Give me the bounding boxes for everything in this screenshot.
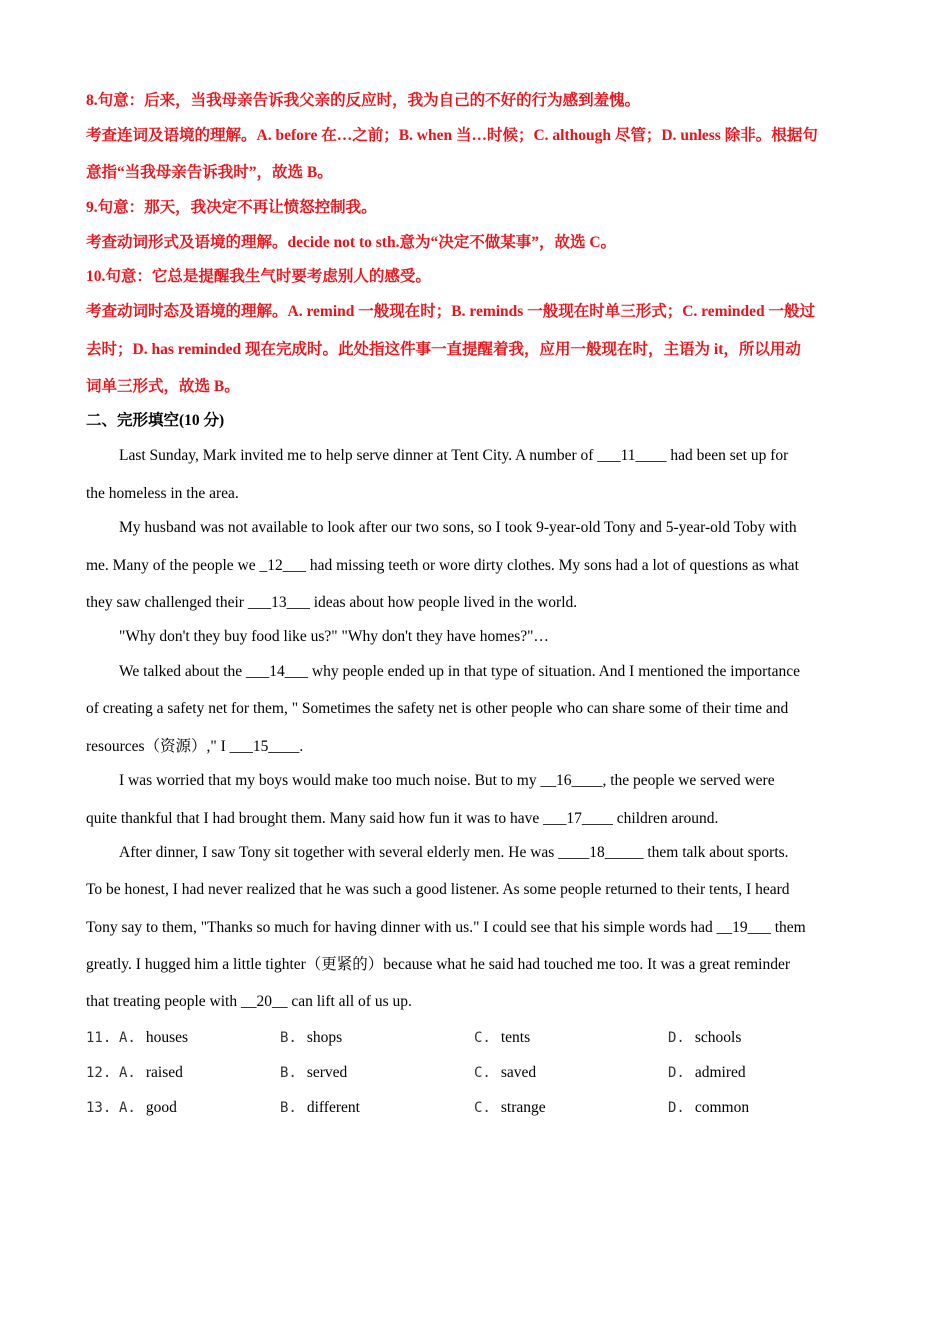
passage-line: they saw challenged their ___13___ ideas about how people lived in the world. [86,594,578,611]
option-c[interactable]: C. tents [474,1029,531,1046]
option-d[interactable]: D. common [668,1099,750,1116]
explanation-line: 考查动词时态及语境的理解。A. remind 一般现在时；B. reminds 一般现在时单三形式；C. reminded 一般过 [86,303,815,320]
explanation-line: 9.句意：那天，我决定不再让愤怒控制我。 [86,199,377,216]
passage-line: Tony say to them, "Thanks so much for having dinner with us." I could see that his simple words had __19___ them [86,919,806,936]
question-number: 13. [86,1100,112,1116]
option-c[interactable]: C. saved [474,1064,537,1081]
explanation-line: 去时；D. has reminded 现在完成时。此处指这件事一直提醒着我，应用一般现在时，主语为 it，所以用动 [86,341,801,358]
passage-line: quite thankful that I had brought them. Many said how fun it was to have ___17____ children around. [86,810,719,827]
explanation-line: 10.句意：它总是提醒我生气时要考虑别人的感受。 [86,268,431,285]
explanation-line: 8.句意：后来，当我母亲告诉我父亲的反应时，我为自己的不好的行为感到羞愧。 [86,92,641,109]
option-c[interactable]: C. strange [474,1099,546,1116]
option-b[interactable]: B. different [280,1099,360,1116]
passage-line: the homeless in the area. [86,485,239,502]
passage-line: greatly. I hugged him a little tighter（更紧的）because what he said had touched me too. It was a great reminder [86,956,791,973]
option-a[interactable]: A. raised [119,1064,183,1081]
question-number: 11. [86,1030,112,1046]
passage-line: We talked about the ___14___ why people ended up in that type of situation. And I mentioned the importance [119,663,801,680]
passage-line: me. Many of the people we _12___ had missing teeth or wore dirty clothes. My sons had a lot of questions as what [86,557,799,574]
passage-line: "Why don't they buy food like us?" "Why don't they have homes?"… [119,628,549,645]
passage-line: To be honest, I had never realized that he was such a good listener. As some people returned to their tents, I heard [86,881,790,898]
option-a[interactable]: A. good [119,1099,177,1116]
question-number: 12. [86,1065,112,1081]
passage-line: Last Sunday, Mark invited me to help serve dinner at Tent City. A number of ___11____ had been set up for [119,447,789,464]
explanation-line: 考查连词及语境的理解。A. before 在…之前；B. when 当…时候；C. although 尽管；D. unless 除非。根据句 [86,127,818,144]
option-d[interactable]: D. schools [668,1029,742,1046]
explanation-line: 词单三形式，故选 B。 [86,378,240,395]
option-b[interactable]: B. shops [280,1029,343,1046]
option-d[interactable]: D. admired [668,1064,746,1081]
option-a[interactable]: A. houses [119,1029,189,1046]
passage-line: of creating a safety net for them, " Sometimes the safety net is other people who can share some of their time and [86,700,789,717]
option-b[interactable]: B. served [280,1064,348,1081]
passage-line: After dinner, I saw Tony sit together with several elderly men. He was ____18_____ them talk about sports. [119,844,789,861]
passage-line: My husband was not available to look after our two sons, so I took 9-year-old Tony and 5-year-old Toby with [119,519,797,536]
passage-line: resources（资源）," I ___15____. [86,738,304,755]
section-title: 二、完形填空(10 分) [86,412,225,429]
explanation-line: 意指“当我母亲告诉我时”，故选 B。 [86,164,333,181]
passage-line: I was worried that my boys would make too much noise. But to my __16____, the people we served were [119,772,775,789]
passage-line: that treating people with __20__ can lift all of us up. [86,993,412,1010]
explanation-line: 考查动词形式及语境的理解。decide not to sth.意为“决定不做某事”，故选 C。 [86,234,617,251]
